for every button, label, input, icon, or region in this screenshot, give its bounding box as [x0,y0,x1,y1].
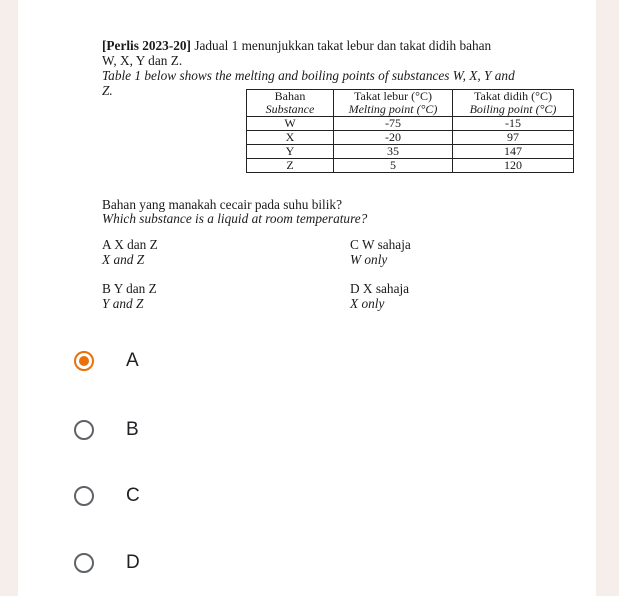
question-line-3: Table 1 below shows the melting and boiling points of substances W, X, Y and [102,68,515,83]
table-header-en: Substance [247,103,334,117]
option-label: B [126,419,139,440]
question-line-2: W, X, Y dan Z. [102,53,183,68]
choice-a-en: X and Z [102,252,145,267]
source-tag: [Perlis 2023-20] [102,38,191,53]
option-label: A [126,350,139,371]
table-row [247,131,574,145]
choice-c-ms: C W sahaja [350,237,411,252]
table-header-ms: Takat didih (°C) [453,90,574,104]
radio-selected-icon[interactable] [74,351,94,371]
table-row [247,117,574,131]
radio-unselected-icon[interactable] [74,420,94,440]
option-d[interactable] [74,543,140,583]
question-text-ms: Jadual 1 menunjukkan takat lebur dan takat didih bahan [194,38,492,53]
choice-d-en: X only [350,296,385,311]
table-cell: -15 [453,117,574,131]
choice-c-en: W only [350,252,388,267]
choice-b-ms: B Y dan Z [102,281,157,296]
radio-unselected-icon[interactable] [74,553,94,573]
option-b[interactable] [74,410,139,450]
question-line-1 [102,38,491,53]
question-line-4: Z. [102,83,113,98]
table-cell: 147 [453,145,574,159]
table-cell: -20 [334,131,453,145]
table-cell: Y [247,145,334,159]
table-cell: 97 [453,131,574,145]
option-a[interactable] [74,341,139,381]
choice-b-en: Y and Z [102,296,144,311]
table-row [247,145,574,159]
option-c[interactable] [74,476,140,516]
table-cell: X [247,131,334,145]
table-header-en: Melting point (°C) [334,103,453,117]
table-cell: 5 [334,159,453,173]
choice-a-ms: A X dan Z [102,237,158,252]
choice-d-ms: D X sahaja [350,281,410,296]
table-cell: 35 [334,145,453,159]
prompt-ms: Bahan yang manakah cecair pada suhu bilik? [102,197,342,212]
table-header-ms: Bahan [247,90,334,104]
data-table [246,89,574,173]
option-label: C [126,485,140,506]
prompt-en: Which substance is a liquid at room temperature? [102,211,368,226]
table-header-en: Boiling point (°C) [453,103,574,117]
radio-unselected-icon[interactable] [74,486,94,506]
table-row [247,159,574,173]
table-cell: 120 [453,159,574,173]
table-cell: Z [247,159,334,173]
question-card [18,0,596,596]
table-cell: -75 [334,117,453,131]
table-cell: W [247,117,334,131]
option-label: D [126,552,140,573]
table-header-ms: Takat lebur (°C) [334,90,453,104]
